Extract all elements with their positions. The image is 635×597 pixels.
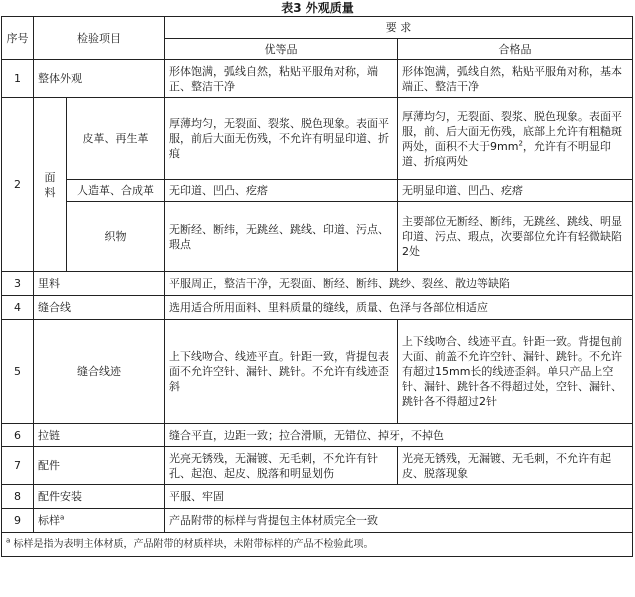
premium-cell: 无断经、断纬，无跳丝、跳线、印道、污点、瑕点 (165, 202, 398, 272)
row-item: 配件安装 (34, 485, 165, 509)
table-row (2, 60, 633, 98)
row-item: 里料 (34, 272, 165, 296)
requirement-cell: 产品附带的标样与背提包主体材质完全一致 (165, 509, 633, 533)
row-no: 1 (2, 60, 34, 98)
qualified-cell: 上下线吻合、线迹平直。针距一致。背提包前大面、前盖不允许空针、漏针、跳针。不允许有超过15mm长的线迹歪斜。单只产品上空针、漏针、跳针各不得超过处，空针、漏针、跳针各不得超过2针 (398, 320, 633, 424)
qualified-text-a: 厚薄均匀，无裂面、裂浆、脱色现象。表面平服，前、后大面无伤残，底部上允许有粗糙斑两处，面积不大于9mm (402, 109, 622, 153)
table-row (2, 509, 633, 533)
table-row (2, 320, 633, 424)
sub-item-fabric: 织物 (67, 202, 165, 272)
appearance-quality-table (1, 16, 633, 557)
row-no: 7 (2, 447, 34, 485)
qualified-cell: 主要部位无断经、断纬，无跳丝、跳线、明显印道、污点、瑕点，次要部位允许有轻微缺陷2处 (398, 202, 633, 272)
row-item: 缝合线迹 (34, 320, 165, 424)
header-premium: 优等品 (165, 39, 398, 60)
row-no: 5 (2, 320, 34, 424)
row-item (34, 509, 165, 533)
header-no: 序号 (2, 17, 34, 60)
qualified-cell: 光亮无锈残，无漏镀、无毛刺，不允许有起皮、脱落现象 (398, 447, 633, 485)
premium-cell: 光亮无锈残，无漏镀、无毛刺，不允许有针孔、起泡、起皮、脱落和明显划伤 (165, 447, 398, 485)
table-row (2, 424, 633, 447)
material-group-label (34, 98, 67, 272)
row-item-label: 标样 (38, 514, 60, 527)
row-no: 2 (2, 98, 34, 272)
qualified-cell (398, 98, 633, 180)
row-item: 缝合线 (34, 296, 165, 320)
premium-cell: 上下线吻合、线迹平直。针距一致，背提包表面不允许空针、漏针、跳针。不允许有线迹歪斜 (165, 320, 398, 424)
header-requirement: 要 求 (165, 17, 633, 39)
sub-item-synthetic: 人造革、合成革 (67, 180, 165, 202)
row-no: 8 (2, 485, 34, 509)
header-row-1 (2, 17, 633, 39)
table-title: 表3 外观质量 (281, 1, 354, 15)
table-row (2, 485, 633, 509)
footnote-row (2, 533, 633, 557)
sub-item-leather: 皮革、再生革 (67, 98, 165, 180)
row-no: 3 (2, 272, 34, 296)
premium-cell: 厚薄均匀，无裂面、裂浆、脱色现象。表面平服，前后大面无伤残，不允许有明显印道、折痕 (165, 98, 398, 180)
qualified-text-b: ，允许有不明显印道、折痕两处 (402, 139, 611, 168)
footnote-text: 标样是指为表明主体材质，产品附带的材质样块，未附带标样的产品不检验此项。 (10, 539, 374, 550)
row-item: 拉链 (34, 424, 165, 447)
premium-cell: 形体饱满，弧线自然，粘贴平服角对称，端正、整洁干净 (165, 60, 398, 98)
table-row (2, 98, 633, 180)
row-item: 配件 (34, 447, 165, 485)
superscript: 2 (518, 138, 523, 147)
row-no: 4 (2, 296, 34, 320)
header-qualified: 合格品 (398, 39, 633, 60)
group-char-top: 面 (44, 170, 56, 184)
table-row (2, 272, 633, 296)
table-row (2, 296, 633, 320)
header-item: 检验项目 (34, 17, 165, 60)
row-no: 9 (2, 509, 34, 533)
qualified-cell: 形体饱满，弧线自然，粘贴平服角对称，基本端正、整洁干净 (398, 60, 633, 98)
requirement-cell: 缝合平直，边距一致；拉合滑顺，无错位、掉牙，不掉色 (165, 424, 633, 447)
table-row (2, 202, 633, 272)
group-char-bottom: 料 (44, 185, 56, 199)
table-row (2, 447, 633, 485)
footnote-marker: a (60, 513, 65, 522)
footnote (2, 533, 633, 557)
premium-cell: 无印道、凹凸、疙瘩 (165, 180, 398, 202)
requirement-cell: 平服周正，整洁干净，无裂面、断经、断纬、跳纱、裂丝、散边等缺陷 (165, 272, 633, 296)
requirement-cell: 平服、牢固 (165, 485, 633, 509)
row-item: 整体外观 (34, 60, 165, 98)
row-no: 6 (2, 424, 34, 447)
qualified-cell: 无明显印道、凹凸、疙瘩 (398, 180, 633, 202)
table-row (2, 180, 633, 202)
requirement-cell: 选用适合所用面料、里料质量的缝线，质量、色泽与各部位相适应 (165, 296, 633, 320)
footnote-mark: a (6, 536, 11, 545)
